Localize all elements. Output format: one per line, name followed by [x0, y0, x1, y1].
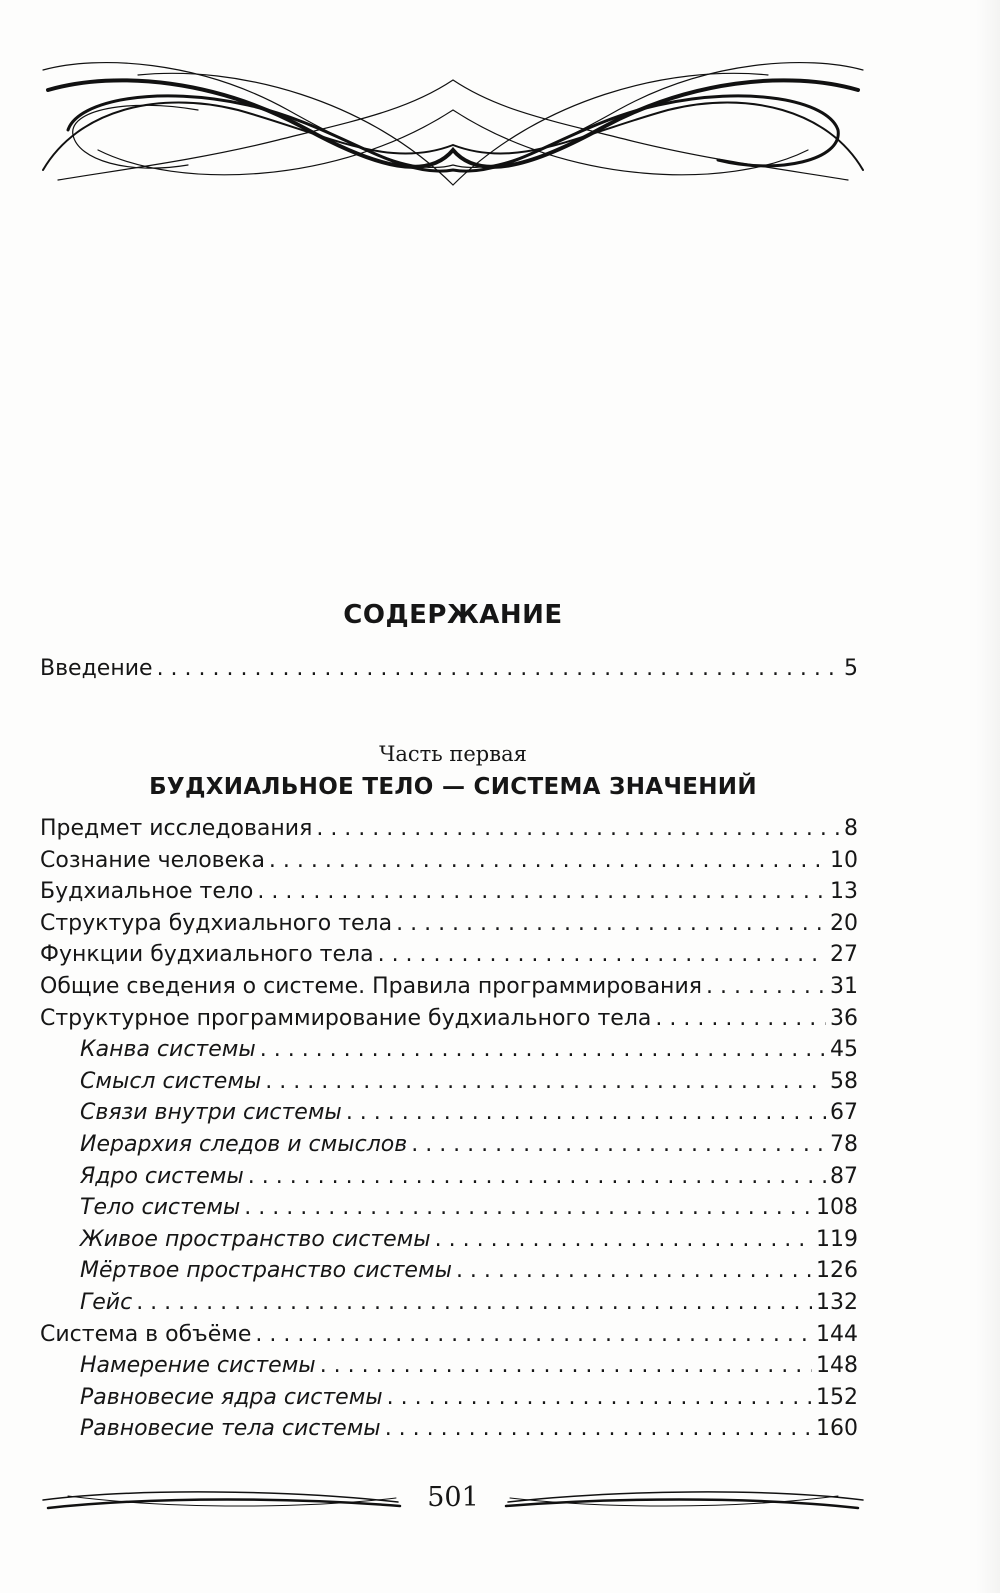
toc-entry-page: 27: [830, 942, 858, 968]
toc-entry-page: 108: [816, 1195, 858, 1221]
toc-entry-label: Связи внутри системы: [80, 1100, 342, 1126]
toc-entry[interactable]: [80, 1382, 858, 1414]
toc-entry-page: 119: [816, 1226, 858, 1252]
toc-entry-label: Гейс: [80, 1290, 133, 1315]
toc-entry-label: Введение: [40, 656, 153, 681]
toc-entry[interactable]: [40, 813, 858, 845]
toc-entry[interactable]: [80, 1287, 858, 1319]
dot-leader: [269, 845, 826, 877]
dot-leader: [346, 1097, 826, 1129]
toc-entry-label: Канва системы: [80, 1037, 256, 1063]
toc-entry-label: Равновесие ядра системы: [80, 1384, 383, 1410]
dot-leader: [248, 1161, 826, 1193]
toc-entry[interactable]: [80, 1129, 858, 1161]
toc-entry-page: 160: [816, 1416, 858, 1442]
toc-entry[interactable]: [80, 1413, 858, 1445]
dot-leader: [385, 1413, 812, 1445]
toc-entry-label: Намерение системы: [80, 1353, 316, 1379]
dot-leader: [136, 1287, 812, 1319]
dot-leader: [157, 653, 840, 685]
toc-entry-label: Иерархия следов и смыслов: [80, 1132, 408, 1157]
toc-entry-page: 31: [830, 974, 858, 999]
toc-entry-label: Равновесие тела системы: [80, 1416, 381, 1442]
page-number: 501: [0, 1482, 906, 1513]
dot-leader: [456, 1255, 812, 1287]
toc-entry-label: Структура будхиального тела: [40, 910, 393, 936]
toc-entry-page: 10: [830, 847, 858, 873]
toc-entry[interactable]: [80, 1350, 858, 1382]
toc-entry-label: Функции будхиального тела: [40, 942, 374, 968]
toc-entry[interactable]: [40, 1003, 858, 1035]
toc-entry-intro[interactable]: [40, 653, 858, 685]
toc-entry[interactable]: [40, 876, 858, 908]
dot-leader: [706, 971, 826, 1003]
dot-leader: [396, 908, 826, 940]
toc-entry-page: 126: [816, 1258, 858, 1284]
part-label: Часть первая: [379, 742, 527, 766]
dot-leader: [411, 1129, 826, 1161]
toc-entry[interactable]: [80, 1034, 858, 1066]
dot-leader: [387, 1382, 812, 1414]
toc-entry-label: Живое пространство системы: [80, 1226, 431, 1252]
toc-entry-page: 67: [830, 1100, 858, 1126]
toc-entry[interactable]: [80, 1192, 858, 1224]
toc-entry-label: Ядро системы: [80, 1163, 244, 1189]
toc-entry-page: 13: [830, 879, 858, 905]
toc-entry-page: 152: [816, 1384, 858, 1410]
toc-entry[interactable]: [80, 1161, 858, 1193]
dot-leader: [244, 1192, 812, 1224]
toc-entry[interactable]: [80, 1255, 858, 1287]
toc-entry-page: 132: [816, 1290, 858, 1315]
toc-entry[interactable]: [40, 939, 858, 971]
part-title: БУДХИАЛЬНОЕ ТЕЛО — СИСТЕМА ЗНАЧЕНИЙ: [149, 774, 757, 800]
header-ornament: [38, 50, 868, 190]
toc-entry-label: Общие сведения о системе. Правила программирования: [40, 974, 702, 999]
page-edge-shadow: [976, 0, 1000, 1593]
dot-leader: [435, 1224, 812, 1256]
dot-leader: [378, 939, 826, 971]
dot-leader: [655, 1003, 826, 1035]
toc-entry[interactable]: [40, 908, 858, 940]
dot-leader: [257, 876, 826, 908]
dot-leader: [265, 1066, 826, 1098]
toc-entry-page: 20: [830, 910, 858, 936]
toc-entry-page: 5: [844, 656, 858, 681]
toc-entry-label: Предмет исследования: [40, 816, 313, 841]
toc-entry-page: 8: [844, 816, 858, 841]
toc-entry-page: 36: [830, 1005, 858, 1031]
toc-entry-label: Мёртвое пространство системы: [80, 1258, 452, 1284]
dot-leader: [316, 813, 840, 845]
toc-entry-label: Смысл системы: [80, 1068, 262, 1094]
toc-entry[interactable]: [80, 1066, 858, 1098]
dot-leader: [260, 1034, 826, 1066]
toc-entry-label: Будхиальное тело: [40, 879, 254, 905]
toc-entry-label: Система в объёме: [40, 1321, 252, 1347]
toc-entry-label: Тело системы: [80, 1195, 241, 1221]
toc-entry[interactable]: [80, 1097, 858, 1129]
toc-entry[interactable]: [40, 971, 858, 1003]
toc-entry-label: Сознание человека: [40, 847, 265, 873]
toc-entry-page: 45: [830, 1037, 858, 1063]
toc-entry-page: 148: [816, 1353, 858, 1379]
toc-entry-page: 58: [830, 1068, 858, 1094]
dot-leader: [255, 1319, 812, 1351]
contents-title: СОДЕРЖАНИЕ: [343, 600, 563, 630]
toc-entry[interactable]: [40, 845, 858, 877]
toc-entry-label: Структурное программирование будхиального тела: [40, 1005, 652, 1031]
toc-entry-page: 144: [816, 1321, 858, 1347]
toc-entry[interactable]: [80, 1224, 858, 1256]
dot-leader: [320, 1350, 812, 1382]
toc-entry[interactable]: [40, 1319, 858, 1351]
toc-entry-page: 78: [830, 1132, 858, 1157]
toc-entry-page: 87: [830, 1163, 858, 1189]
